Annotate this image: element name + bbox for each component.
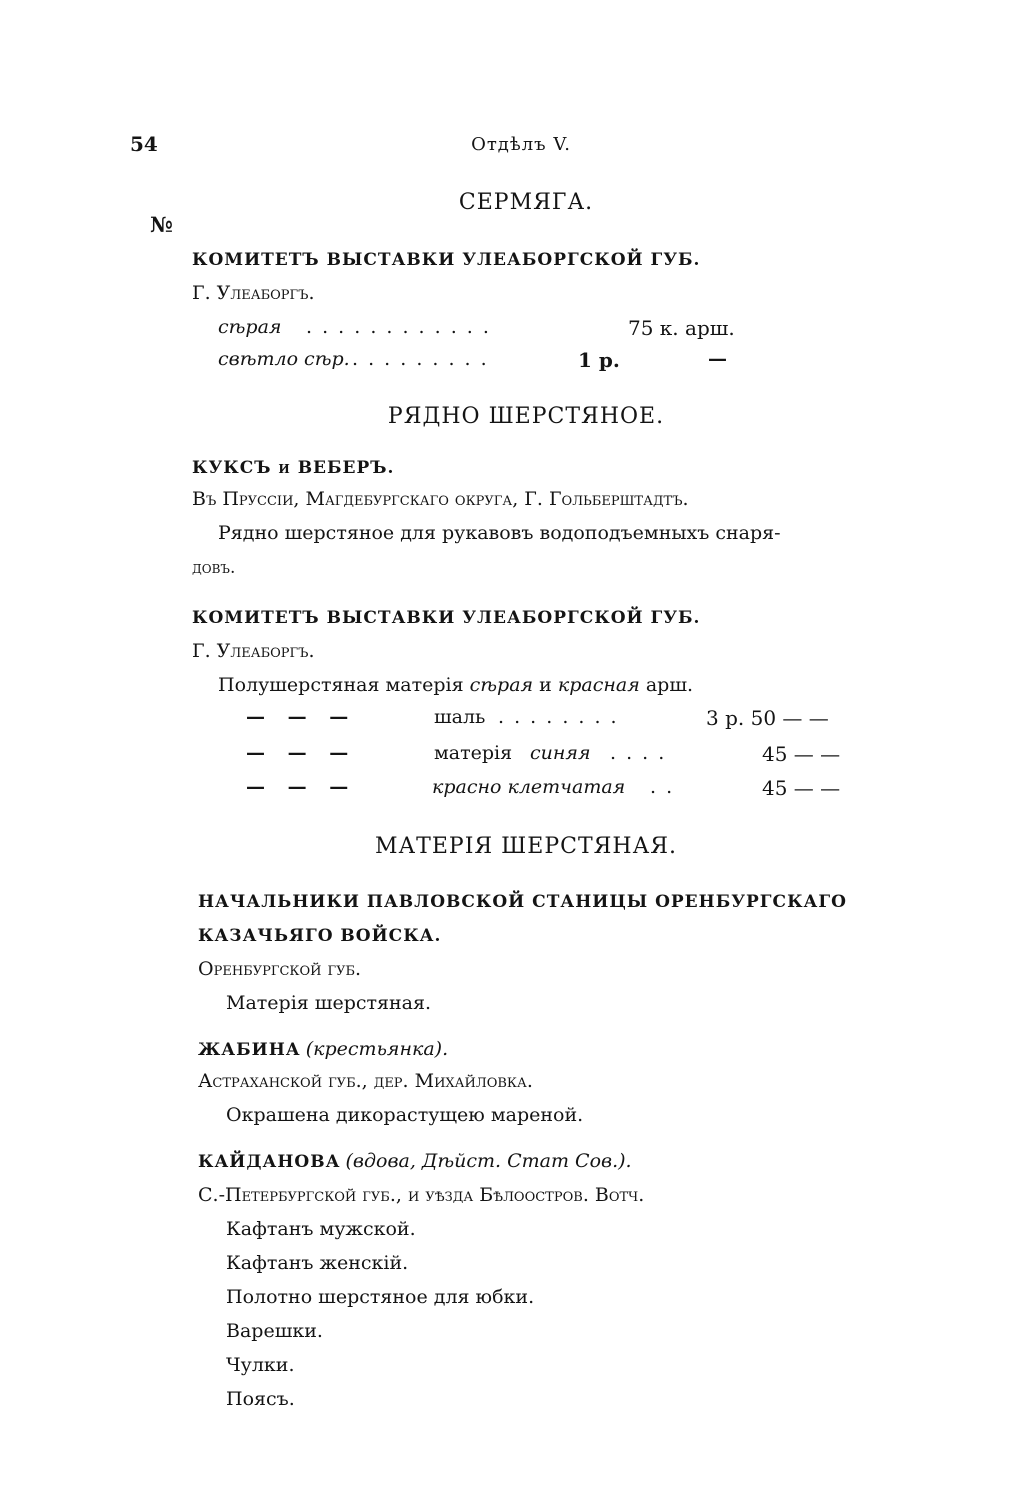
desc-prefix: Полушерстяная матерія xyxy=(218,674,464,696)
row-name: красно клетчатая xyxy=(432,776,626,798)
item-name: свѣтло сѣр. xyxy=(218,348,350,370)
list-item: Полотно шерстяное для юбки. xyxy=(226,1286,535,1308)
exhibitor-note: (крестьянка). xyxy=(305,1038,449,1060)
leader-dots: . . . . xyxy=(610,742,667,764)
exhibitor-location: Г. Улеаборгъ. xyxy=(192,640,315,662)
row-price: 45 — — xyxy=(762,776,841,800)
color-grey: сѣрая xyxy=(469,674,534,696)
leader-dots: . . . . . . . . . xyxy=(352,348,489,370)
item-name: сѣрая xyxy=(218,316,282,338)
exhibitor-entry xyxy=(198,1152,632,1171)
leader-dots: . . xyxy=(650,776,675,798)
row-prefix: шаль xyxy=(434,706,486,728)
page-number: 54 xyxy=(130,132,158,156)
ditto-dashes: — — — xyxy=(246,776,349,798)
exhibitor-name: ЖАБИНА xyxy=(198,1040,301,1060)
row-prefix: матерія xyxy=(434,742,513,764)
row-price: 3 р. 50 — — xyxy=(706,706,829,730)
number-column-sign: № xyxy=(150,212,173,237)
exhibitor-location: Астраханской губ., дер. Михайловка. xyxy=(198,1070,533,1092)
list-item: Чулки. xyxy=(226,1354,295,1376)
exhibitor-name-continued: КАЗАЧЬЯГО ВОЙСКА. xyxy=(198,926,442,946)
row-price: 45 — — xyxy=(762,742,841,766)
exhibitor-name: КОМИТЕТЪ ВЫСТАВКИ УЛЕАБОРГСКОЙ ГУБ. xyxy=(192,608,701,628)
exhibitor-note: (вдова, Дѣйст. Стат Сов.). xyxy=(345,1150,632,1172)
item-description: Окрашена дикорастущею мареной. xyxy=(226,1104,584,1126)
ditto-dashes: — — — xyxy=(246,742,349,764)
exhibitor-location: Г. Улеаборгъ. xyxy=(192,282,315,304)
exhibitor-name: КАЙДАНОВА xyxy=(198,1152,341,1172)
leader-dots: . . . . . . . . xyxy=(498,706,619,728)
exhibitor-location: Въ Пруссіи, Магдебургскаго округа, Г. Гольберштадтъ. xyxy=(192,488,689,510)
unit: арш. xyxy=(645,674,694,696)
section-title-sermyaga: СЕРМЯГА. xyxy=(458,190,594,215)
ditto-dash: — xyxy=(708,348,727,370)
item-price: 75 к. арш. xyxy=(628,316,735,340)
exhibitor-name: КОМИТЕТЪ ВЫСТАВКИ УЛЕАБОРГСКОЙ ГУБ. xyxy=(192,250,701,270)
list-item: Кафтанъ женскій. xyxy=(226,1252,409,1274)
item-price: 1 р. xyxy=(578,348,620,372)
item-description: Матерія шерстяная. xyxy=(226,992,432,1014)
running-title: Отдѣлъ V. xyxy=(471,134,571,155)
exhibitor-location: Оренбургской губ. xyxy=(198,958,362,980)
ditto-dashes: — — — xyxy=(246,706,349,728)
exhibitor-name: КУКСЪ и ВЕБЕРЪ. xyxy=(192,458,395,478)
list-item: Поясъ. xyxy=(226,1388,295,1410)
item-description-continued: довъ. xyxy=(192,558,236,578)
exhibitor-entry xyxy=(198,1040,448,1059)
item-description: Рядно шерстяное для рукавовъ водоподъемныхъ снаря- xyxy=(218,522,781,544)
list-item: Кафтанъ мужской. xyxy=(226,1218,416,1240)
section-title-materiya: МАТЕРІЯ ШЕРСТЯНАЯ. xyxy=(374,834,678,859)
section-title-ryadno: РЯДНО ШЕРСТЯНОЕ. xyxy=(387,404,665,429)
color-red: красная xyxy=(557,674,640,696)
leader-dots: . . . . . . . . . . . . xyxy=(306,316,491,338)
item-description xyxy=(218,676,693,695)
list-item: Варешки. xyxy=(226,1320,323,1342)
exhibitor-name: НАЧАЛЬНИКИ ПАВЛОВСКОЙ СТАНИЦЫ ОРЕНБУРГСКАГО xyxy=(198,892,847,912)
row-name: синяя xyxy=(530,742,591,764)
exhibitor-location: С.-Петербургской губ., и уѣзда Бѣлоостров. Вотч. xyxy=(198,1184,645,1206)
conjunction: и xyxy=(539,674,552,696)
